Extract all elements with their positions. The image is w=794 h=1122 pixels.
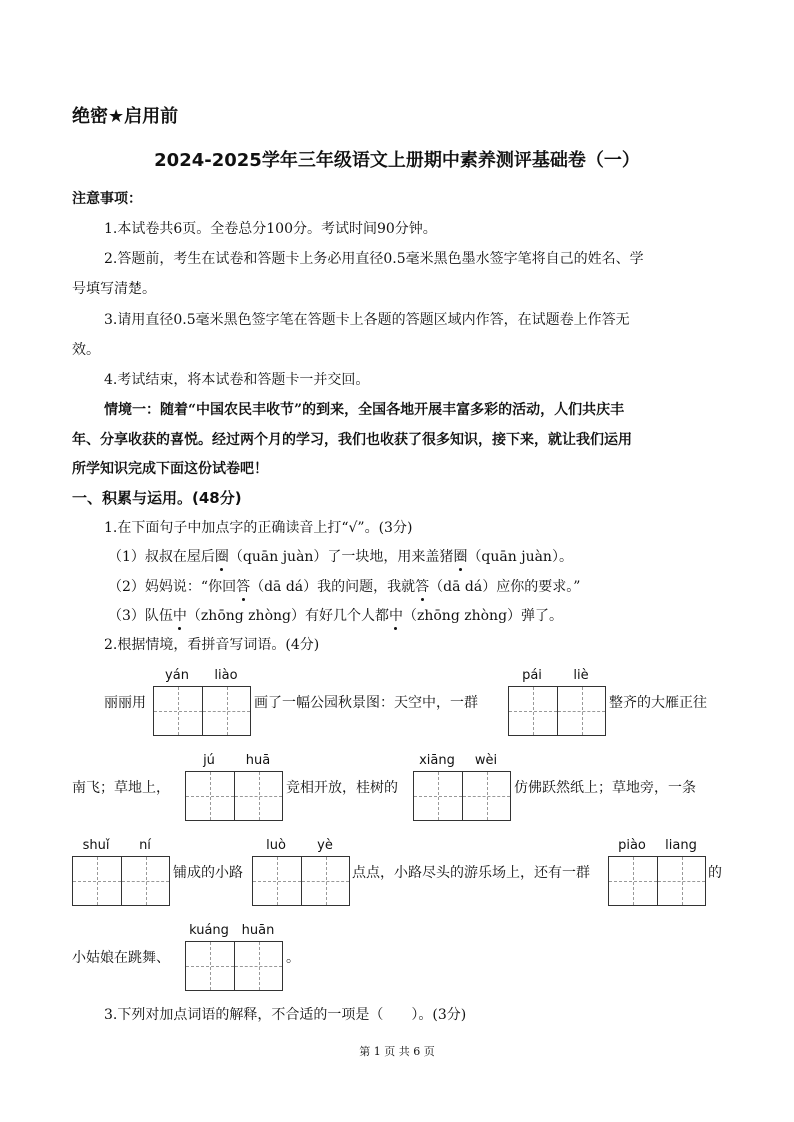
confidential-label: 绝密★启用前 <box>72 106 179 127</box>
writing-boxes-piaoliang[interactable] <box>608 856 706 906</box>
dotted-char: 圈 <box>215 546 229 566</box>
passage-text: 丽丽用 <box>104 695 146 711</box>
dotted-char: 圈 <box>453 546 467 566</box>
pinyin-label: huān <box>241 923 275 938</box>
sentence-text: （zhōng zhòng）有好几个人都 <box>186 608 389 624</box>
passage-text: 铺成的小路 <box>173 865 243 881</box>
notice-item-2-cont: 号填写清楚。 <box>72 281 156 297</box>
pinyin-label: yán <box>165 668 189 683</box>
question-1-stem: 1.在下面句子中加点字的正确读音上打“√”。(3分) <box>104 520 413 536</box>
exam-title: 2024-2025学年三年级语文上册期中素养测评基础卷（一） <box>154 150 640 171</box>
pinyin-label: kuáng <box>189 923 229 938</box>
pinyin-label: yè <box>317 838 333 853</box>
writing-boxes-yanliao[interactable] <box>153 686 251 736</box>
page-footer: 第 1 页 共 6 页 <box>359 1045 435 1058</box>
pinyin-label: shuǐ <box>82 838 110 853</box>
scenario-line-3: 所学知识完成下面这份试卷吧！ <box>72 461 268 477</box>
dotted-char: 答 <box>236 576 250 596</box>
passage-text: 画了一幅公园秋景图：天空中，一群 <box>254 695 478 711</box>
pinyin-label: xiāng <box>419 753 455 768</box>
sentence-text: （1）叔叔在屋后 <box>108 549 215 565</box>
passage-text: 整齐的大雁正往 <box>609 695 707 711</box>
notice-item-2: 2.答题前，考生在试卷和答题卡上务必用直径0.5毫米黑色墨水签字笔将自己的姓名、学 <box>104 251 644 267</box>
writing-boxes-luoye[interactable] <box>252 856 350 906</box>
dotted-char: 答 <box>415 576 429 596</box>
writing-boxes-pailie[interactable] <box>508 686 606 736</box>
pinyin-label: liè <box>573 668 589 683</box>
dotted-char: 中 <box>173 605 187 625</box>
section-1-title: 一、积累与运用。(48分) <box>72 489 242 507</box>
passage-text: 小姑娘在跳舞、 <box>72 950 170 966</box>
sentence-text: （quān juàn）了一块地，用来盖猪 <box>228 549 454 565</box>
pinyin-label: liang <box>665 838 697 853</box>
notice-item-3: 3.请用直径0.5毫米黑色签字笔在答题卡上各题的答题区域内作答，在试题卷上作答无 <box>104 312 630 328</box>
sentence-text: （3）队伍 <box>108 608 173 624</box>
pinyin-label: wèi <box>474 753 498 768</box>
scenario-line-2: 年、分享收获的喜悦。经过两个月的学习，我们也收获了很多知识，接下来，就让我们运用 <box>72 432 632 448</box>
passage-text: 南飞；草地上， <box>72 780 170 796</box>
notice-heading: 注意事项： <box>72 191 142 207</box>
notice-item-1: 1.本试卷共6页。全卷总分100分。考试时间90分钟。 <box>104 221 437 237</box>
sentence-text: （dā dá）应你的要求。” <box>429 579 581 595</box>
passage-text: 。 <box>286 950 300 966</box>
pinyin-label: pái <box>522 668 542 683</box>
writing-boxes-shuini[interactable] <box>72 856 170 906</box>
passage-text: 的 <box>708 865 722 881</box>
passage-text: 竞相开放，桂树的 <box>286 780 398 796</box>
writing-boxes-kuanghuan[interactable] <box>185 941 283 991</box>
question-1-sentence-2 <box>108 576 580 596</box>
sentence-text: （2）妈妈说：“你回 <box>108 579 237 595</box>
pinyin-label: huā <box>245 753 271 768</box>
pinyin-label: luò <box>266 838 286 853</box>
dotted-char: 中 <box>389 605 403 625</box>
sentence-text: （quān juàn）。 <box>467 549 573 565</box>
passage-text: 仿佛跃然纸上；草地旁，一条 <box>514 780 696 796</box>
writing-boxes-xiangwei[interactable] <box>413 771 511 821</box>
sentence-text: （zhōng zhòng）弹了。 <box>402 608 564 624</box>
question-1-sentence-3 <box>108 605 563 625</box>
question-1-sentence-1 <box>108 546 573 566</box>
question-2-stem: 2.根据情境，看拼音写词语。(4分) <box>104 637 320 653</box>
notice-item-3-cont: 效。 <box>72 342 100 358</box>
question-3-stem: 3.下列对加点词语的解释，不合适的一项是（ ）。(3分) <box>104 1007 467 1023</box>
sentence-text: （dā dá）我的问题，我就 <box>250 579 416 595</box>
pinyin-label: ní <box>139 838 151 853</box>
pinyin-label: jú <box>203 753 215 768</box>
scenario-line-1: 情境一：随着“中国农民丰收节”的到来，全国各地开展丰富多彩的活动，人们共庆丰 <box>104 402 625 418</box>
writing-boxes-juhua[interactable] <box>185 771 283 821</box>
pinyin-label: liào <box>214 668 238 683</box>
pinyin-label: piào <box>618 838 646 853</box>
notice-item-4: 4.考试结束，将本试卷和答题卡一并交回。 <box>104 372 370 388</box>
passage-text: 点点，小路尽头的游乐场上，还有一群 <box>352 865 590 881</box>
